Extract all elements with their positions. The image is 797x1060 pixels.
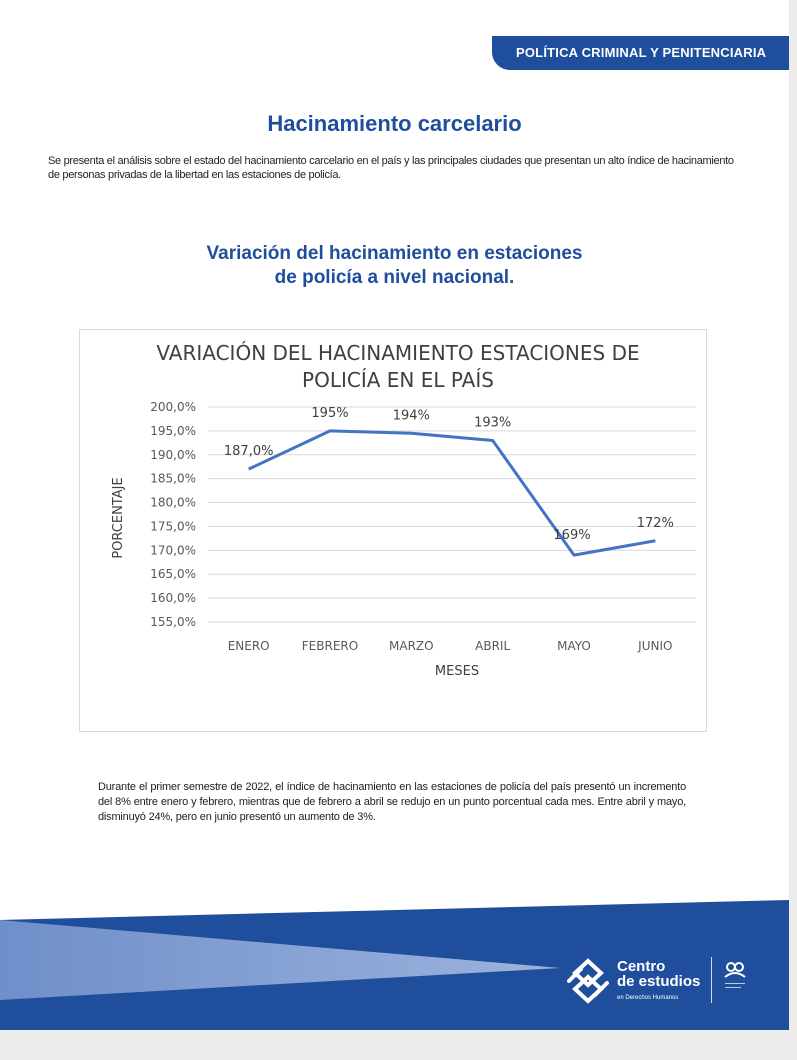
chart-heading-line-2: de policía a nivel nacional.: [274, 267, 515, 288]
chart-title-line-2: POLICÍA EN EL PAÍS: [302, 368, 494, 392]
y-tick-label: 185,0%: [150, 471, 196, 486]
page-title: Hacinamiento carcelario: [267, 111, 522, 136]
logo-line-2: de estudios: [617, 973, 701, 990]
x-tick-label: MARZO: [389, 639, 434, 653]
chart-svg: [80, 330, 706, 731]
logo-line-1: Centro: [617, 958, 666, 975]
data-label: 195%: [311, 405, 349, 421]
y-tick-label: 160,0%: [150, 591, 196, 606]
intro-paragraph: Se presenta el análisis sobre el estado del hacinamiento carcelario en el país y las principales ciudades que presentan un alto índice de hacinamiento de personas privadas de la libertad en las estaciones de policía.: [48, 155, 734, 181]
logo-subtitle: en Derechos Humanos: [617, 995, 679, 1001]
footer-logo: [563, 953, 783, 1009]
y-tick-label: 180,0%: [150, 495, 196, 510]
data-label: 169%: [553, 528, 591, 544]
x-tick-label: MAYO: [557, 639, 591, 653]
y-tick-label: 165,0%: [150, 567, 196, 582]
logo-text: [617, 959, 700, 989]
y-tick-label: 190,0%: [150, 447, 196, 462]
chart-heading-line-1: Variación del hacinamiento en estaciones: [206, 243, 583, 264]
x-tick-label: JUNIO: [638, 639, 673, 653]
x-axis-label: MESES: [434, 664, 480, 679]
data-label: 194%: [392, 408, 430, 424]
x-tick-label: ABRIL: [475, 639, 511, 653]
summary-paragraph: Durante el primer semestre de 2022, el índice de hacinamiento en las estaciones de policía del país presentó un incremento del 8% entre enero y febrero, mientras que de febrero a abril se redujo en un punto porcentual cada mes. Entre abril y mayo, disminuyó 24%, pero en junio presentó un aumento de 3%.: [98, 781, 686, 823]
defensoria-emblem-icon: [721, 957, 749, 1003]
y-tick-label: 195,0%: [150, 423, 196, 438]
y-tick-label: 170,0%: [150, 543, 196, 558]
y-tick-label: 200,0%: [150, 400, 196, 414]
x-tick-label: ENERO: [227, 639, 270, 653]
y-axis-label: PORCENTAJE: [111, 477, 126, 559]
data-label: 187,0%: [223, 444, 274, 460]
chart-title-line-1: VARIACIÓN DEL HACINAMIENTO ESTACIONES DE: [156, 341, 640, 365]
section-header-tab: POLÍTICA CRIMINAL Y PENITENCIARIA: [492, 36, 789, 70]
x-tick-label: FEBRERO: [301, 639, 359, 653]
logo-divider: [711, 957, 712, 1003]
y-tick-label: 175,0%: [150, 519, 196, 534]
series-line: [249, 431, 656, 555]
y-tick-label: 155,0%: [150, 615, 196, 629]
line-chart: [79, 329, 707, 732]
centro-estudios-logo-icon: [563, 955, 613, 1007]
chart-heading: [0, 242, 789, 290]
data-label: 193%: [474, 415, 512, 431]
data-label: 172%: [636, 515, 674, 531]
